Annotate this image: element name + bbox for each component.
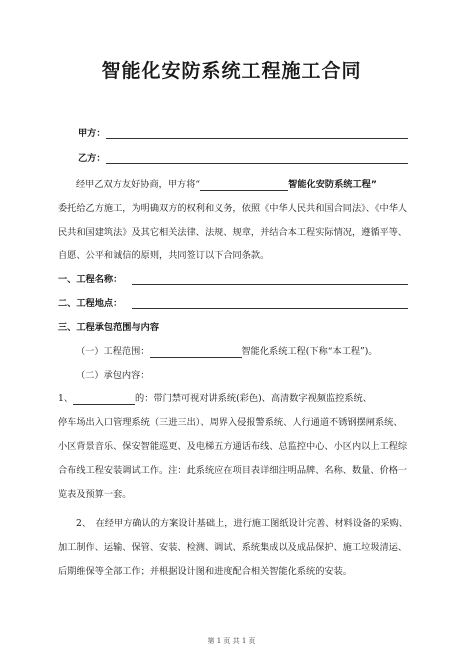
section-3-heading: 三、工程承包范围与内容 bbox=[58, 322, 160, 333]
scope-blank bbox=[150, 346, 242, 358]
intro-line-1-post: 智能化安防系统工程” bbox=[288, 179, 377, 190]
item-1-line-1 bbox=[58, 393, 372, 405]
document-title: 智能化安防系统工程施工合同 bbox=[101, 60, 362, 82]
scope-post: 智能化系统工程(下称“本工程”)。 bbox=[241, 346, 378, 357]
section-1-label: 一、工程名称： bbox=[58, 274, 123, 285]
item-1-blank bbox=[73, 393, 135, 405]
page-footer: 第 1 页 共 1 页 bbox=[207, 637, 256, 645]
item-1-line-3: 小区背景音乐、保安智能巡更、及电梯五方通话布线、总监控中心、小区内以上工程综 bbox=[58, 441, 408, 452]
item-1-line-5: 览表及预算一套。 bbox=[58, 489, 132, 500]
scope-pre: （一）工程范围： bbox=[76, 346, 150, 357]
intro-line-2: 委托给乙方施工，为明确双方的权利和义务，依照《中华人民共和国合同法》、《中华人 bbox=[58, 203, 408, 214]
party-a-label: 甲方： bbox=[78, 128, 106, 139]
content-label: （二）承包内容： bbox=[76, 370, 150, 381]
party-a-blank bbox=[106, 138, 408, 139]
item-1-pre: 1、 bbox=[58, 393, 74, 404]
intro-line-4: 自愿、公平和诚信的原则，共同签订以下合同条款。 bbox=[58, 250, 270, 261]
item-1-line-2: 停车场出入口管理系统（三进三出）、周界入侵报警系统、人行通道不锈钢摆闸系统、 bbox=[58, 417, 403, 428]
party-b-label: 乙方： bbox=[78, 153, 106, 164]
project-name-blank bbox=[200, 179, 288, 191]
intro-line-3: 民共和国建筑法》及其它相关法律、法规、规章，并结合本工程实际情况，遵循平等、 bbox=[58, 227, 408, 238]
project-location-line bbox=[132, 308, 408, 309]
intro-line-1-pre: 经甲乙双方友好协商，甲方将“ bbox=[76, 179, 201, 190]
section-2-label: 二、工程地点： bbox=[58, 298, 123, 309]
party-b-blank bbox=[106, 163, 408, 164]
item-2-line-1: 2、 在经甲方确认的方案设计基础上，进行施工图纸设计完善、材料设备的采购、 bbox=[76, 518, 408, 529]
scope-line bbox=[76, 346, 378, 358]
project-name-line bbox=[132, 284, 408, 285]
item-1-line-4: 合布线工程安装调试工作。注：此系统应在项目表详细注明品牌、名称、数量、价格一 bbox=[58, 465, 408, 476]
item-2-line-2: 加工制作、运输、保管、安装、检测、调试、系统集成以及成品保护、施工垃圾清运、 bbox=[58, 542, 408, 553]
intro-line-1 bbox=[76, 179, 377, 191]
item-1-post: 的：带门禁可视对讲系统(彩色)、高清数字视频监控系统、 bbox=[135, 393, 372, 404]
item-2-line-3: 后期维保等全部工作；并根据设计图和进度配合相关智能化系统的安装。 bbox=[58, 566, 352, 577]
